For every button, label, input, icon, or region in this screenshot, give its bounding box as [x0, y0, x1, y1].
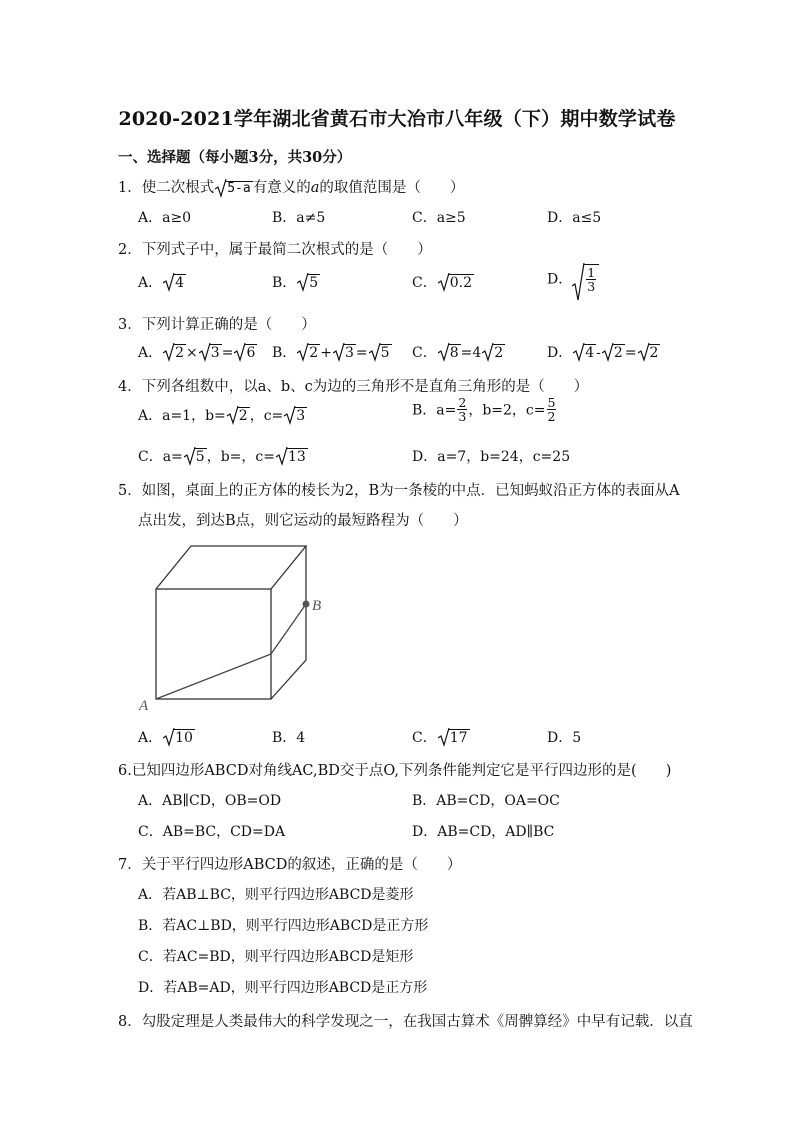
q3-option-a[interactable]: A． 2 × 3 = 6 — [138, 345, 256, 361]
question-3: 3．下列计算正确的是（ ） — [118, 317, 316, 333]
question-2: 2．下列式子中，属于最简二次根式的是（ ） — [118, 242, 432, 258]
q1-option-b[interactable]: B．a≠5 — [272, 210, 326, 226]
q7-option-a[interactable]: A．若AB⊥BC，则平行四边形ABCD是菱形 — [138, 887, 414, 903]
question-5-line1: 5．如图，桌面上的正方体的棱长为2，B为一条棱的中点．已知蚂蚁沿正方体的表面从A — [118, 483, 680, 499]
q2-option-b[interactable]: B． 5 — [272, 272, 320, 292]
cube-front-face — [156, 589, 271, 699]
section-heading: 一、选择题（每小题3分，共30分） — [118, 149, 352, 166]
q5-option-d[interactable]: D．5 — [547, 730, 582, 746]
question-6: 6.已知四边形ABCD对角线AC,BD交于点O,下列条件能判定它是平行四边形的是( ) — [118, 763, 672, 779]
cube-top-face — [156, 546, 306, 589]
point-a-label: A — [139, 698, 149, 714]
q5-option-a[interactable]: A． 10 — [138, 730, 193, 746]
q4-option-d[interactable]: D．a=7，b=24，c=25 — [412, 449, 571, 465]
q6-option-b[interactable]: B．AB=CD，OA=OC — [412, 793, 560, 809]
radical-icon — [438, 272, 450, 292]
q2-option-c[interactable]: C． 0.2 — [412, 272, 474, 292]
question-7: 7．关于平行四边形ABCD的叙述，正确的是（ ） — [118, 857, 462, 873]
page-title: 2020-2021学年湖北省黄石市大冶市八年级（下）期中数学试卷 — [118, 108, 676, 130]
q5-option-b[interactable]: B．4 — [272, 730, 306, 746]
question-5-line2: 点出发，到达B点，则它运动的最短路程为（ ） — [138, 513, 468, 529]
q7-option-c[interactable]: C．若AC=BD，则平行四边形ABCD是矩形 — [138, 949, 414, 965]
q5-option-c[interactable]: C． 17 — [412, 730, 468, 746]
q1-option-c[interactable]: C．a≥5 — [412, 210, 466, 226]
q3-option-d[interactable]: D． 4 - 2 = 2 — [547, 345, 659, 361]
question-8: 8．勾股定理是人类最伟大的科学发现之一，在我国古算术《周髀算经》中早有记载．以直 — [118, 1014, 693, 1030]
q3-option-b[interactable]: B． 2 + 3 = 5 — [272, 345, 390, 361]
q4-option-b[interactable]: B．a= $\frac{2}{3}$ ，b=2，c= $\frac{5}{2}$ — [412, 395, 556, 425]
radical-icon — [297, 272, 309, 292]
radical-icon — [215, 178, 227, 198]
q1-option-d[interactable]: D．a≤5 — [547, 210, 602, 226]
q4-option-c[interactable]: C．a= 5 ，b=，c= 13 — [138, 449, 306, 465]
cube-right-face — [271, 546, 306, 699]
question-4: 4．下列各组数中，以a、b、c为边的三角形不是直角三角形的是（ ） — [118, 379, 589, 395]
q2-option-d[interactable]: D． $\frac{1}{3}$ — [547, 264, 599, 293]
radical-icon — [572, 262, 585, 302]
cube-figure — [138, 540, 338, 715]
q2-option-a[interactable]: A． 4 — [138, 272, 186, 292]
question-1: 1．使二次根式 5-a 有意义的a的取值范围是（ ） — [118, 180, 465, 196]
q4-option-a[interactable]: A．a=1，b= 2 ，c= 3 — [138, 408, 306, 424]
q6-option-c[interactable]: C．AB=BC，CD=DA — [138, 824, 286, 840]
point-b-label: B — [312, 598, 322, 614]
q3-option-c[interactable]: C． 8 =4 2 — [412, 345, 504, 361]
q6-option-a[interactable]: A．AB∥CD，OB=OD — [138, 793, 282, 809]
q6-option-d[interactable]: D．AB=CD，AD∥BC — [412, 824, 555, 840]
radical-icon — [163, 272, 175, 292]
sqrt-expression: 5-a — [215, 180, 252, 197]
q1-option-a[interactable]: A．a≥0 — [138, 210, 192, 226]
q7-option-d[interactable]: D．若AB=AD，则平行四边形ABCD是正方形 — [138, 980, 428, 996]
point-b-marker — [303, 601, 310, 608]
q7-option-b[interactable]: B．若AC⊥BD，则平行四边形ABCD是正方形 — [138, 918, 429, 934]
